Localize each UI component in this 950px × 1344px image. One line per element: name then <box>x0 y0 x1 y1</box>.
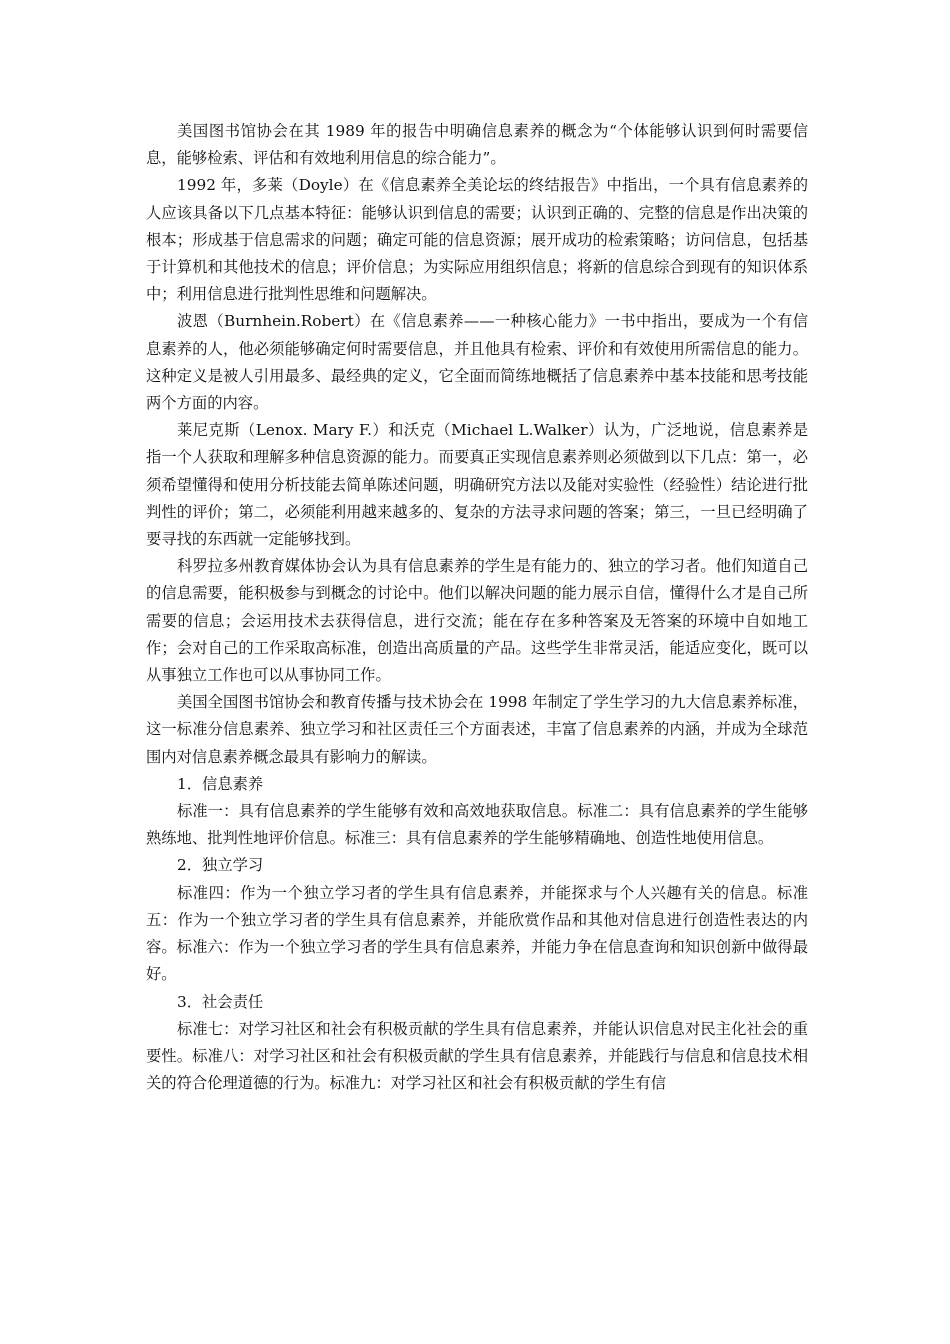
paragraph-standards-4-6: 标准四：作为一个独立学习者的学生具有信息素养，并能探求与个人兴趣有关的信息。标准五：作为一个独立学习者的学生具有信息素养，并能欣赏作品和其他对信息进行创造性表达的内容。标准六：作为一个独立学习者的学生具有信息素养，并能力争在信息查询和知识创新中做得最好。 <box>146 883 808 984</box>
paragraph-standards-1-3: 标准一：具有信息素养的学生能够有效和高效地获取信息。标准二：具有信息素养的学生能够熟练地、批判性地评价信息。标准三：具有信息素养的学生能够精确地、创造性地使用信息。 <box>146 802 808 848</box>
paragraph-doyle-1992: 1992 年，多莱（Doyle）在《信息素养全美论坛的终结报告》中指出，一个具有信息素养的人应该具备以下几点基本特征：能够认识到信息的需要；认识到正确的、完整的信息是作出决策的根本；形成基于信息需求的问题；确定可能的信息资源；展开成功的检索策略；访问信息，包括基于计算机和其他技术的信息；评价信息；为实际应用组织信息；将新的信息综合到现有的知识体系中；利用信息进行批判性思维和问题解决。 <box>146 176 808 304</box>
section-heading-independent-learning: 2．独立学习 <box>177 856 264 875</box>
section-heading-social-responsibility: 3．社会责任 <box>177 992 264 1011</box>
paragraph-ala-1989-definition: 美国图书馆协会在其 1989 年的报告中明确信息素养的概念为“个体能够认识到何时需要信息，能够检索、评估和有效地利用信息的综合能力”。 <box>146 122 808 168</box>
paragraph-nine-standards-1998: 美国全国图书馆协会和教育传播与技术协会在 1998 年制定了学生学习的九大信息素养标准，这一标准分信息素养、独立学习和社区责任三个方面表述，丰富了信息素养的内涵，并成为全球范围内对信息素养概念最具有影响力的解读。 <box>146 693 808 766</box>
paragraph-colorado-association: 科罗拉多州教育媒体协会认为具有信息素养的学生是有能力的、独立的学习者。他们知道自己的信息需要，能积极参与到概念的讨论中。他们以解决问题的能力展示自信，懂得什么才是自己所需要的信息；会运用技术去获得信息，进行交流；能在存在多种答案及无答案的环境中自如地工作；会对自己的工作采取高标准，创造出高质量的产品。这些学生非常灵活，能适应变化，既可以从事独立工作也可以从事协同工作。 <box>146 557 808 685</box>
paragraph-standards-7-9: 标准七：对学习社区和社会有积极贡献的学生具有信息素养，并能认识信息对民主化社会的重要性。标准八：对学习社区和社会有积极贡献的学生具有信息素养，并能践行与信息和信息技术相关的符合伦理道德的行为。标准九：对学习社区和社会有积极贡献的学生有信 <box>146 1019 808 1093</box>
section-heading-information-literacy: 1．信息素养 <box>177 774 264 793</box>
document-body <box>146 118 808 1097</box>
paragraph-burnhein: 波恩（Burnhein.Robert）在《信息素养——一种核心能力》一书中指出，要成为一个有信息素养的人，他必须能够确定何时需要信息，并且他具有检索、评价和有效使用所需信息的能力。这种定义是被人引用最多、最经典的定义，它全面而简练地概括了信息素养中基本技能和思考技能两个方面的内容。 <box>146 312 808 413</box>
paragraph-lenox-walker: 莱尼克斯（Lenox. Mary F.）和沃克（Michael L.Walker）认为，广泛地说，信息素养是指一个人获取和理解多种信息资源的能力。而要真正实现信息素养则必须做到以下几点：第一，必须希望懂得和使用分析技能去简单陈述问题，明确研究方法以及能对实验性（经验性）结论进行批判性的评价；第二，必须能利用越来越多的、复杂的方法寻求问题的答案；第三，一旦已经明确了要寻找的东西就一定能够找到。 <box>146 421 808 549</box>
